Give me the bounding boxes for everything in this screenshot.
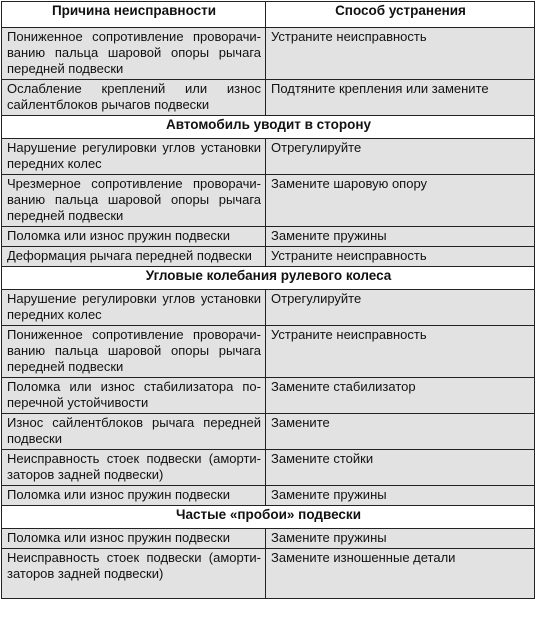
fix-cell: Отрегулируйте [266,290,535,326]
fix-cell: Устраните неисправность [266,326,535,378]
cause-cell: Нарушение регулировки углов установки передних колес [2,139,266,175]
cause-cell: Поломка или износ пружин подвески [2,529,266,549]
header-cause: Причина неисправности [2,2,266,28]
table-row [2,549,535,599]
cause-cell: Износ сайлентблоков рычага передней подвески [2,414,266,450]
section-title: Угловые колебания рулевого колеса [2,267,535,290]
table-row [2,227,535,247]
fix-cell: Замените пружины [266,227,535,247]
fix-cell: Отрегулируйте [266,139,535,175]
fix-cell: Подтяните крепления или замените [266,80,535,116]
table-row [2,326,535,378]
cause-cell: Неисправность стоек подвески (амортизаторов задней подвески) [2,450,266,486]
fix-cell: Замените шаровую опору [266,175,535,227]
fix-cell: Устраните неисправность [266,247,535,267]
section-heading-row [2,116,535,139]
cause-cell: Ослабление креплений или износ сайлентблоков рычагов подвески [2,80,266,116]
cause-cell: Чрезмерное сопротивление проворачиванию пальца шаровой опоры рычага передней подвески [2,175,266,227]
header-fix: Способ устранения [266,2,535,28]
section-title: Частые «пробои» подвески [2,506,535,529]
table-row [2,414,535,450]
table-row [2,139,535,175]
table-row [2,28,535,80]
cause-cell: Пониженное сопротивление проворачиванию пальца шаровой опоры рычага передней подвески [2,326,266,378]
table-row [2,290,535,326]
cause-cell: Пониженное сопротивление проворачиванию пальца шаровой опоры рычага передней подвески [2,28,266,80]
fix-cell: Замените [266,414,535,450]
table-row [2,80,535,116]
fix-cell: Замените стойки [266,450,535,486]
table-row [2,247,535,267]
fix-cell: Замените пружины [266,529,535,549]
table-row [2,175,535,227]
table-row [2,486,535,506]
table-row [2,450,535,486]
table-header-row [2,2,535,28]
cause-cell: Поломка или износ стабилизатора поперечной устойчивости [2,378,266,414]
cause-cell: Поломка или износ пружин подвески [2,486,266,506]
cause-cell: Нарушение регулировки углов установки передних колес [2,290,266,326]
cause-cell: Поломка или износ пружин подвески [2,227,266,247]
fix-cell: Устраните неисправность [266,28,535,80]
troubleshooting-table [1,1,535,599]
section-title: Автомобиль уводит в сторону [2,116,535,139]
section-heading-row [2,267,535,290]
section-heading-row [2,506,535,529]
fix-cell: Замените стабилизатор [266,378,535,414]
fix-cell: Замените пружины [266,486,535,506]
fix-cell: Замените изношенные детали [266,549,535,599]
cause-cell: Неисправность стоек подвески (амортизаторов задней подвески) [2,549,266,599]
table-row [2,529,535,549]
cause-cell: Деформация рычага передней подвески [2,247,266,267]
table-row [2,378,535,414]
